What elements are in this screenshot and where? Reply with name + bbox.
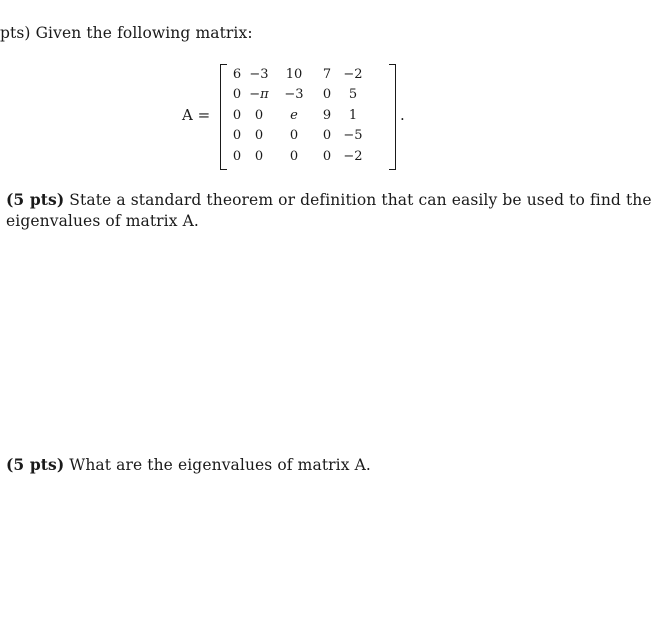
matrix-cell: 0 [232,128,242,144]
matrix-label: A = [182,106,211,124]
matrix-cell: 10 [285,66,303,82]
matrix-cell: 0 [322,87,332,103]
matrix-cell: e [290,107,298,123]
question-2 [6,455,371,474]
matrix-cell: 0 [254,128,264,144]
matrix-cell: −2 [343,148,363,164]
matrix-cell: 0 [254,148,264,164]
matrix-cell: 1 [348,107,358,123]
question-1-points: (5 pts) [6,190,65,209]
question-2-points: (5 pts) [6,455,65,474]
question-2-text: What are the eigenvalues of matrix A. [64,456,371,474]
matrix-cell: 0 [322,128,332,144]
matrix-cell: −3 [249,66,269,82]
matrix-left-bracket [220,64,227,170]
matrix-cell: 0 [289,128,299,144]
matrix-cell: 0 [254,107,264,123]
matrix-cell: 0 [232,107,242,123]
matrix-cell: 0 [232,87,242,103]
matrix-cell: 0 [232,148,242,164]
intro-text: pts) Given the following matrix: [0,24,253,42]
matrix-cell: 9 [322,107,332,123]
matrix-cell: 0 [289,148,299,164]
matrix-cell: 0 [322,148,332,164]
matrix-cell: −5 [343,128,363,144]
question-1-line-1 [6,190,652,209]
question-1-line-2: eigenvalues of matrix A. [6,212,199,230]
matrix-cell: −3 [284,87,304,103]
matrix-period: . [400,106,405,124]
question-1-text: State a standard theorem or definition that can easily be used to find the [64,191,652,209]
matrix-cell: 5 [348,87,358,103]
matrix-block [0,0,669,200]
matrix-right-bracket [389,64,396,170]
matrix-cell: 7 [322,66,332,82]
matrix-cell: −2 [343,66,363,82]
matrix-grid [228,64,388,168]
matrix-cell: −π [249,87,269,103]
matrix-cell: 6 [232,66,242,82]
